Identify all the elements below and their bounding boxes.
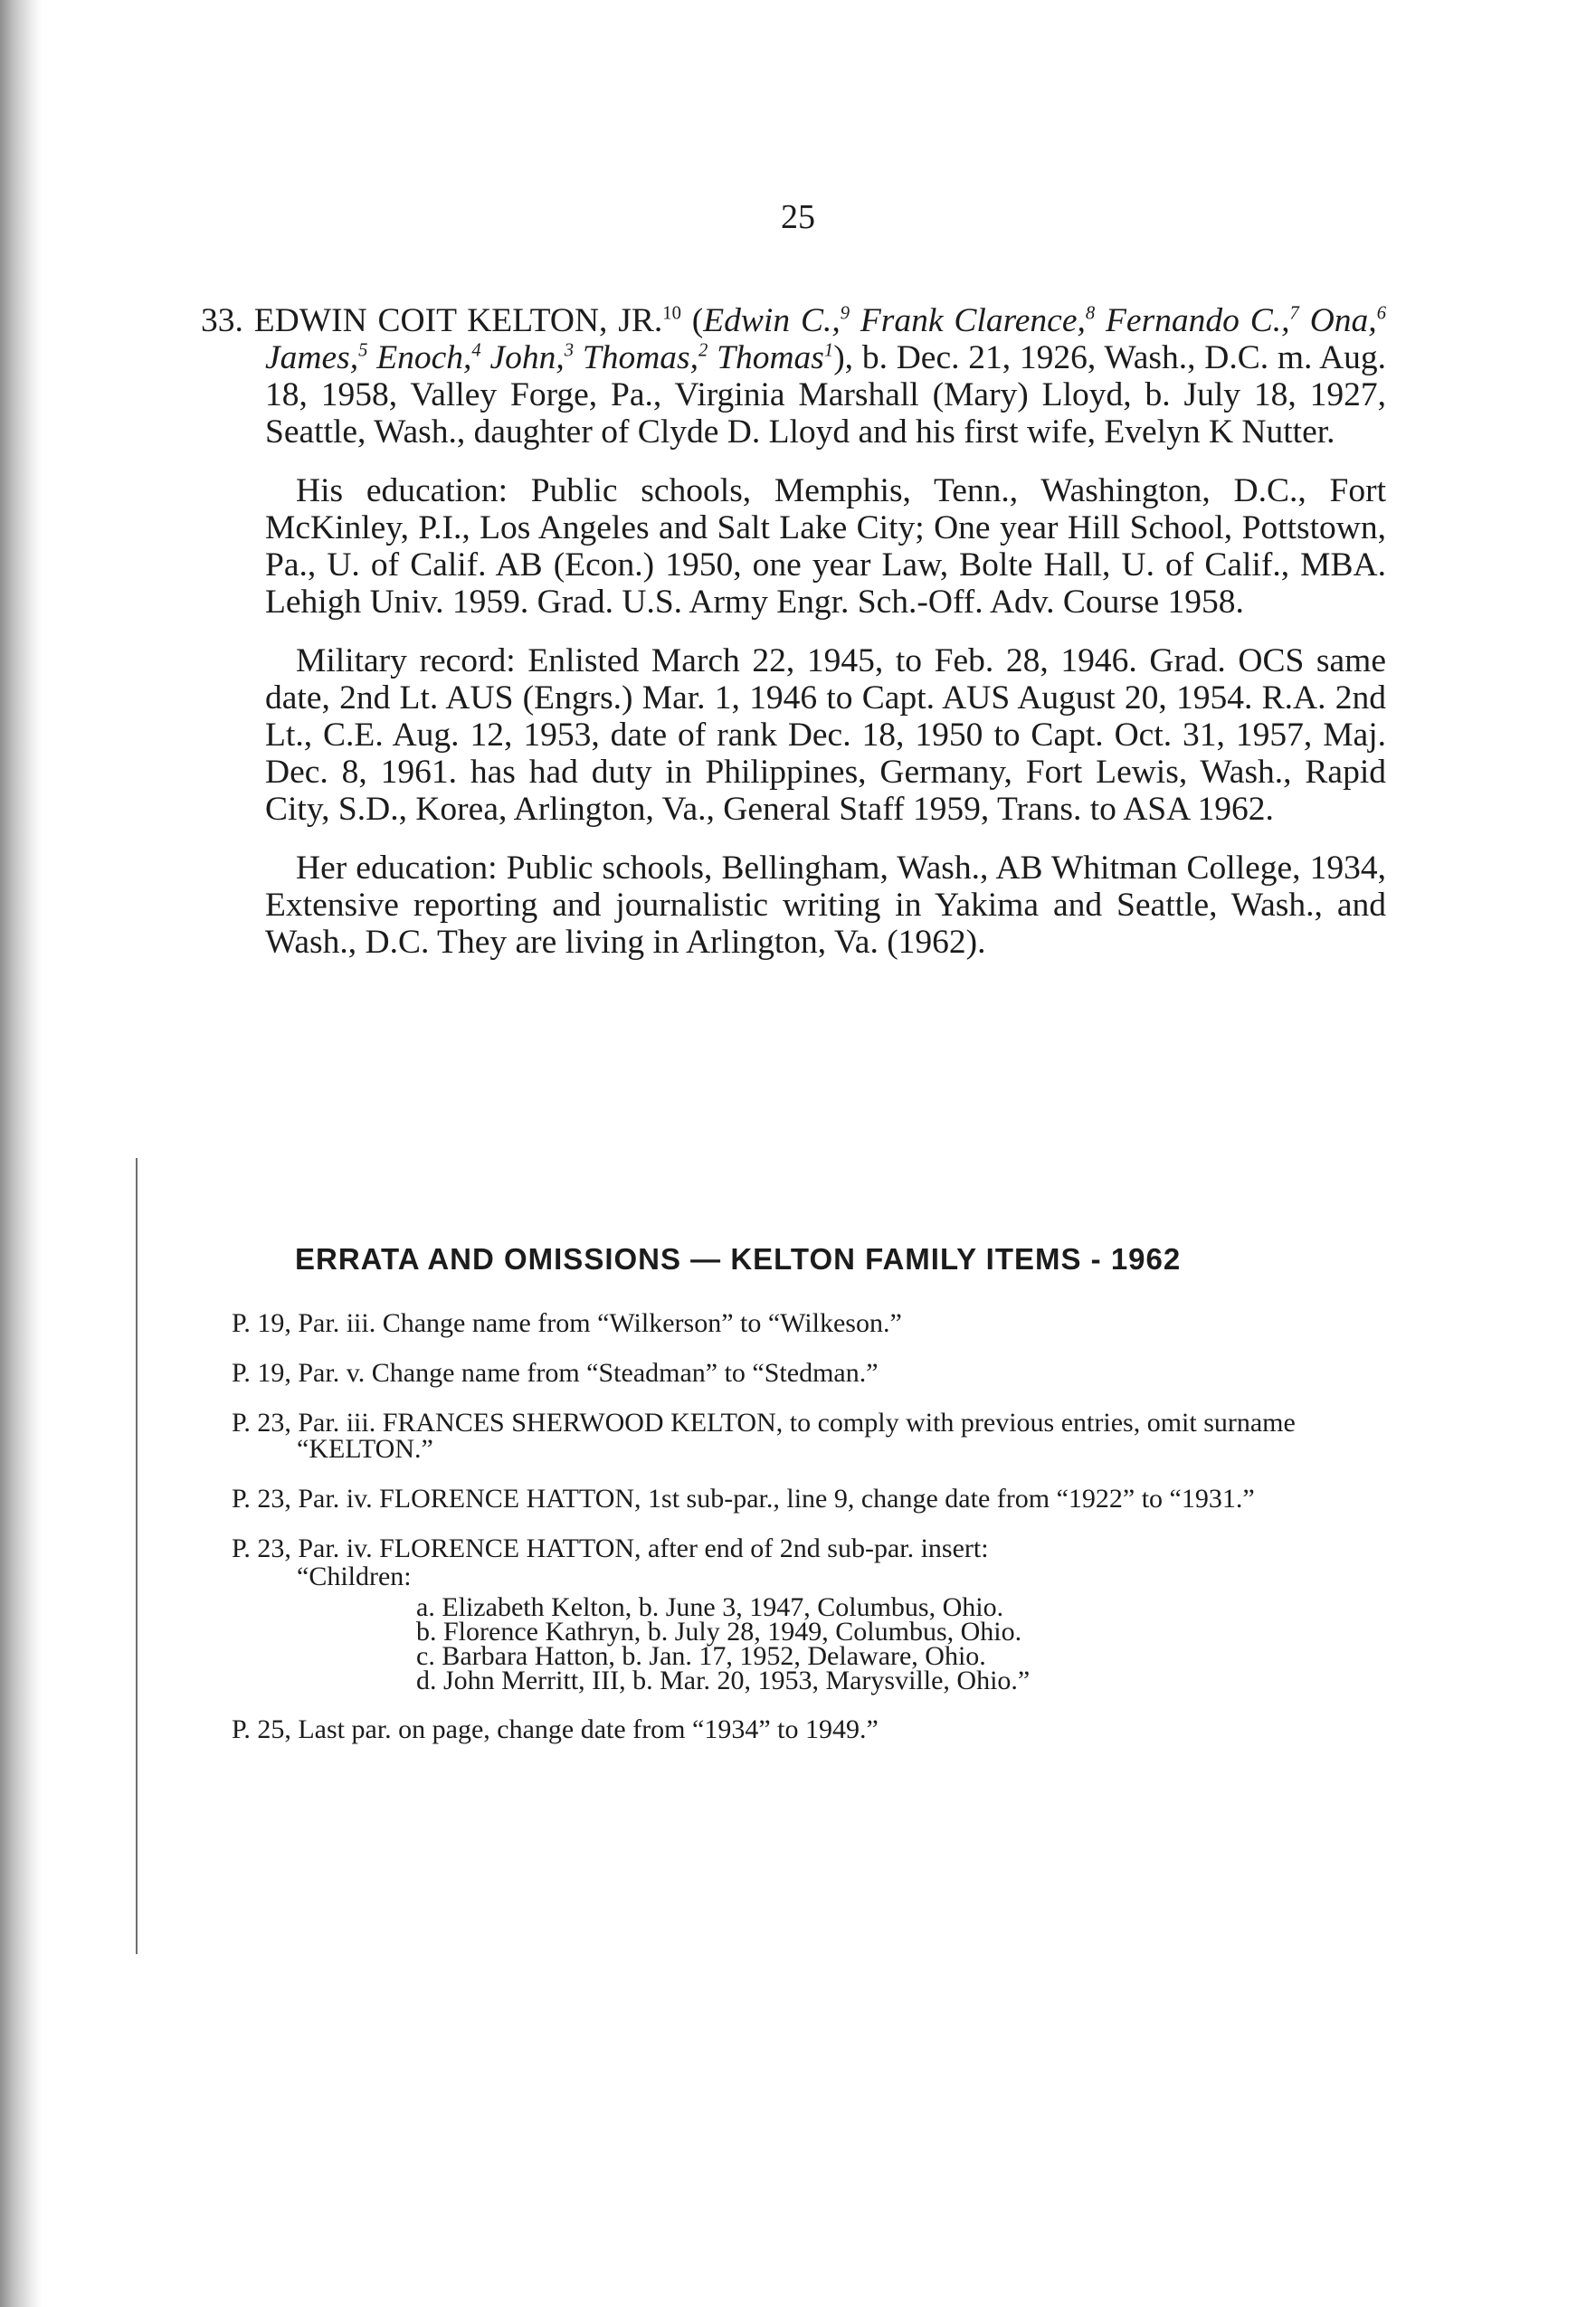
- entry-name: EDWIN COIT KELTON, JR.: [253, 302, 663, 339]
- errata-heading: ERRATA AND OMISSIONS — KELTON FAMILY ITEMS - 1962: [295, 1242, 1182, 1276]
- child-entry: c. Barbara Hatton, b. Jan. 17, 1952, Delaware, Ohio.: [416, 1641, 986, 1671]
- ancestry-line: Edwin C.,$^9$ Frank Clarence,$^8$ Fernando C.,$^7$ Ona,$^6$ James,$^5$ Enoch,$^4$ John,$^3$ Thomas,$^2$ Thomas$^1$: [265, 302, 1386, 376]
- errata-item: P. 19, Par. iii. Change name from “Wilkerson” to “Wilkeson.”: [232, 1308, 902, 1338]
- ancestor: Edwin C.,: [703, 302, 841, 339]
- errata-item: P. 23, Par. iv. FLORENCE HATTON, 1st sub-par., line 9, change date from “1922” to “1931.”: [232, 1484, 1255, 1514]
- child-entry: a. Elizabeth Kelton, b. June 3, 1947, Columbus, Ohio.: [416, 1592, 1004, 1622]
- entry-number: 33.: [201, 302, 243, 339]
- military-record-paragraph: Military record: Enlisted March 22, 1945, to Feb. 28, 1946. Grad. OCS same date, 2nd Lt. AUS (Engrs.) Mar. 1, 1946 to Capt. AUS August 20, 1954. R.A. 2nd Lt., C.E. Aug. 12, 1953, date of rank Dec. 18, 1950 to Capt. Oct. 31, 1957, Maj. Dec. 8, 1961. has had duty in Philippines, Germany, Fort Lewis, Wash., Rapid City, S.D., Korea, Arlington, Va., General Staff 1959, Trans. to ASA 1962.: [265, 642, 1386, 828]
- his-education-paragraph: His education: Public schools, Memphis, Tenn., Washington, D.C., Fort McKinley, P.I., Los Angeles and Salt Lake City; One year Hill School, Pottstown, Pa., U. of Calif. AB (Econ.) 1950, one year Law, Bolte Hall, U. of Calif., MBA. Lehigh Univ. 1959. Grad. U.S. Army Engr. Sch.-Off. Adv. Course 1958.: [265, 472, 1386, 621]
- errata-item-with-children: [232, 1535, 1412, 1693]
- entry-lead-paragraph: 33. EDWIN COIT KELTON, JR.$^{10}$ (Edwin C.,$^9$ Frank Clarence,$^8$ Fernando C.,$^7$ Ona,$^6$ James,$^5$ Enoch,$^4$ John,$^3$ Thomas,$^2$ Thomas$^1$), b. Dec. 21, 1926, Wash., D.C. m. Aug. 18, 1958, Valley Forge, Pa., Virginia Marshall (Mary) Lloyd, b. July 18, 1927, Seattle, Wash., daughter of Clyde D. Lloyd and his first wife, Evelyn K Nutter.: [201, 302, 1387, 451]
- children-label: “Children:: [297, 1562, 412, 1591]
- book-binding-shadow: [0, 0, 42, 2307]
- genealogy-entry: [201, 302, 1386, 983]
- ancestor: Fernando C.,: [1106, 302, 1290, 339]
- ancestor: Ona,: [1309, 302, 1377, 339]
- child-entry: d. John Merritt, III, b. Mar. 20, 1953, Marysville, Ohio.”: [416, 1666, 1031, 1695]
- ancestor: John,: [489, 339, 565, 376]
- errata-item: P. 19, Par. v. Change name from “Steadman” to “Stedman.”: [232, 1358, 879, 1388]
- margin-rule: [136, 1158, 138, 1954]
- errata-item-text: P. 23, Par. iv. FLORENCE HATTON, after end of 2nd sub-par. insert:: [232, 1533, 989, 1563]
- errata-list: [232, 1310, 1412, 1766]
- page-number: 25: [781, 198, 815, 236]
- ancestor: James,: [265, 339, 359, 376]
- her-education-paragraph: Her education: Public schools, Bellingham, Wash., AB Whitman College, 1934, Extensive reporting and journalistic writing in Yakima and Seattle, Wash., and Wash., D.C. They are living in Arlington, Va. (1962).: [265, 850, 1386, 961]
- ancestor: Enoch,: [376, 339, 472, 376]
- children-list: [416, 1592, 1412, 1695]
- ancestor: Thomas,: [582, 339, 698, 376]
- errata-item: P. 25, Last par. on page, change date from “1934” to 1949.”: [232, 1714, 879, 1744]
- ancestor: Frank Clarence,: [860, 302, 1086, 339]
- entry-name-generation: 10: [662, 303, 681, 324]
- entry-lead-text: b. Dec. 21, 1926, Wash., D.C. m. Aug. 18, 1958, Valley Forge, Pa., Virginia Marshall (Mary) Lloyd, b. July 18, 1927, Seattle, Wash., daughter of Clyde D. Lloyd and his first wife, Evelyn K Nutter.: [265, 339, 1387, 451]
- child-entry: b. Florence Kathryn, b. July 28, 1949, Columbus, Ohio.: [416, 1617, 1022, 1647]
- ancestor: Thomas: [717, 339, 824, 376]
- errata-item: P. 23, Par. iii. FRANCES SHERWOOD KELTON, to comply with previous entries, omit surname “KELTON.”: [232, 1408, 1296, 1464]
